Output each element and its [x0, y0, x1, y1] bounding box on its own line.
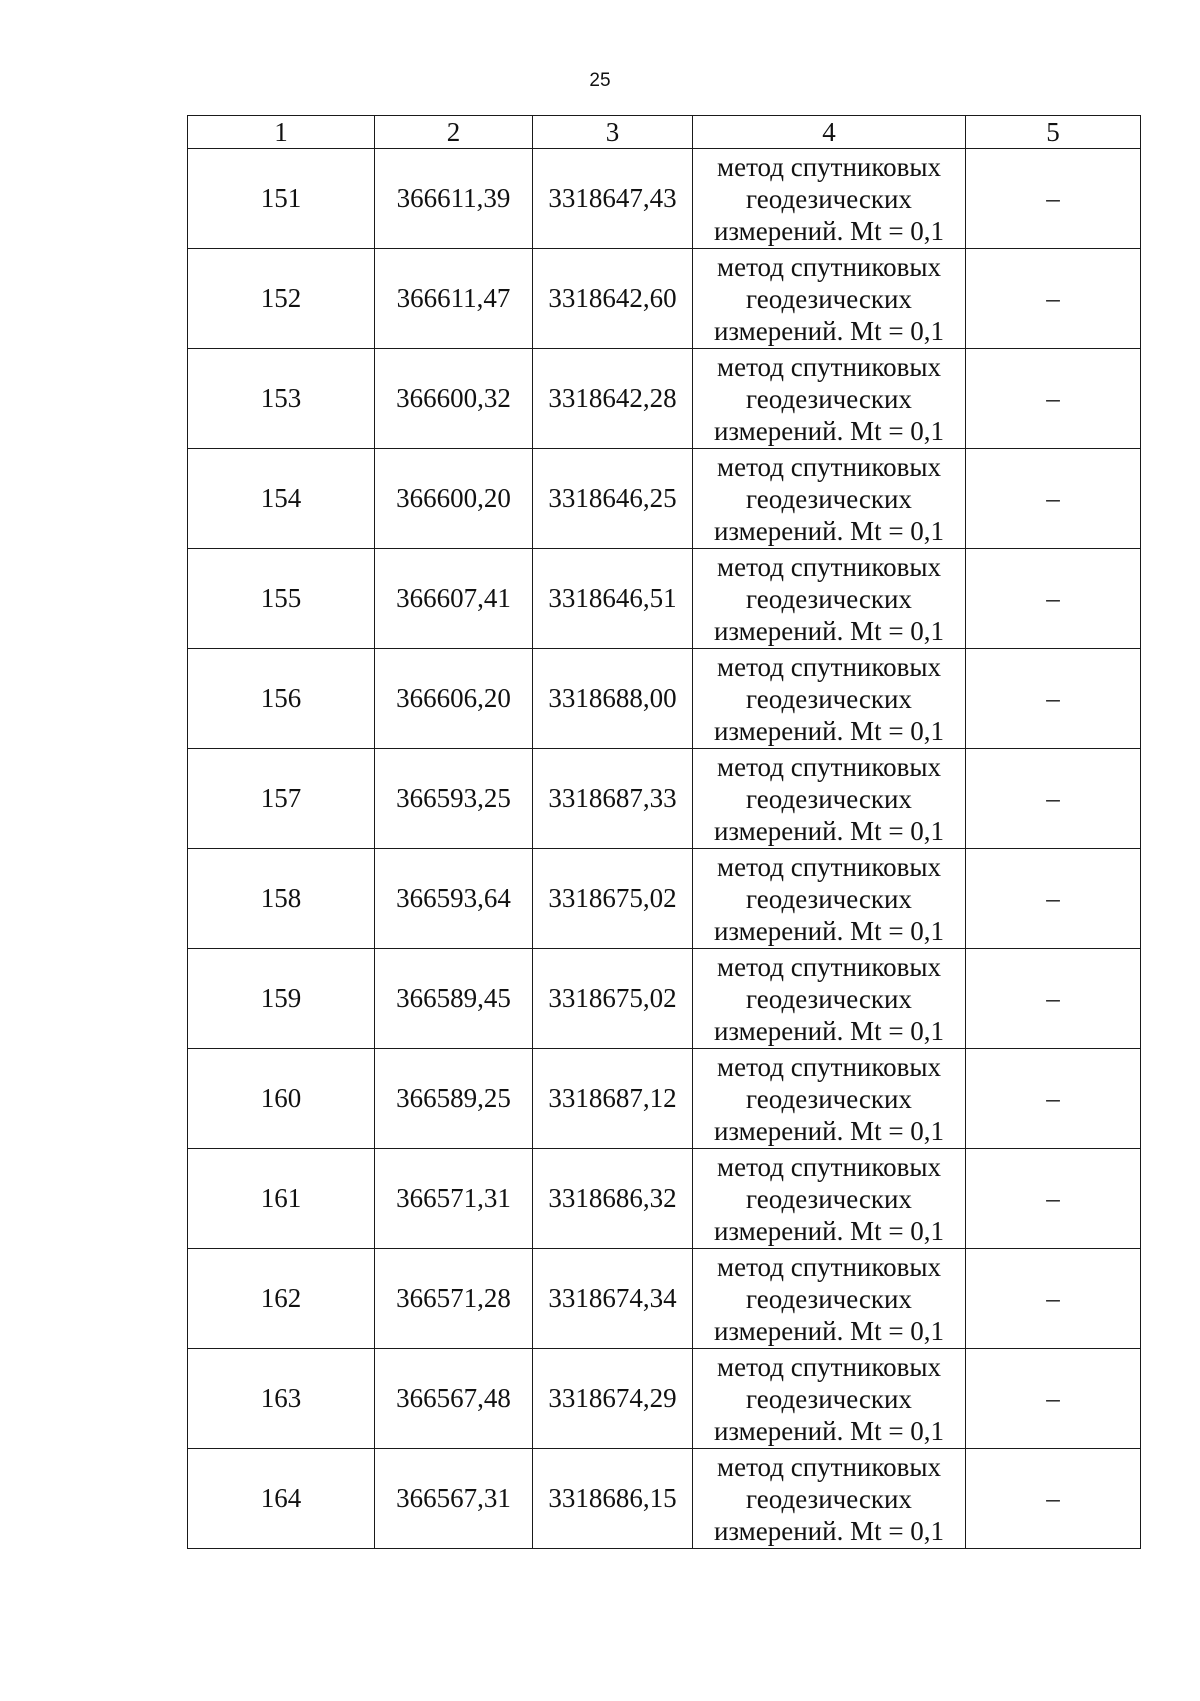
- coordinate-x: 366606,20: [375, 649, 533, 749]
- col5-value: –: [966, 349, 1141, 449]
- method-line: метод спутниковых: [717, 1451, 941, 1482]
- point-number: 153: [188, 349, 375, 449]
- col5-value: –: [966, 1349, 1141, 1449]
- table-body: [188, 149, 1141, 1549]
- coordinate-y: 3318674,34: [533, 1249, 693, 1349]
- method-line: геодезических: [746, 583, 912, 614]
- method-line: метод спутниковых: [717, 551, 941, 582]
- coordinate-y: 3318646,25: [533, 449, 693, 549]
- method-cell: [693, 849, 966, 949]
- col5-value: –: [966, 549, 1141, 649]
- col5-value: –: [966, 649, 1141, 749]
- coordinate-x: 366589,45: [375, 949, 533, 1049]
- page-number: 25: [589, 70, 611, 91]
- method-line: метод спутниковых: [717, 151, 941, 182]
- header-col-4: 4: [693, 116, 966, 149]
- method-line: геодезических: [746, 783, 912, 814]
- point-number: 157: [188, 749, 375, 849]
- method-line: геодезических: [746, 683, 912, 714]
- point-number: 161: [188, 1149, 375, 1249]
- coordinate-y: 3318642,60: [533, 249, 693, 349]
- coordinate-x: 366593,25: [375, 749, 533, 849]
- method-cell: [693, 449, 966, 549]
- method-cell: [693, 1249, 966, 1349]
- method-line: геодезических: [746, 983, 912, 1014]
- col5-value: –: [966, 949, 1141, 1049]
- method-cell: [693, 1049, 966, 1149]
- method-line: измерений. Mt = 0,1: [713, 1315, 945, 1346]
- method-line: метод спутниковых: [717, 451, 941, 482]
- col5-value: –: [966, 849, 1141, 949]
- coordinate-x: 366600,20: [375, 449, 533, 549]
- table-row: [188, 1249, 1141, 1349]
- table-row: [188, 849, 1141, 949]
- table-row: [188, 1349, 1141, 1449]
- method-cell: [693, 1449, 966, 1549]
- method-line: измерений. Mt = 0,1: [713, 715, 945, 746]
- table-row: [188, 1049, 1141, 1149]
- point-number: 158: [188, 849, 375, 949]
- coordinate-y: 3318646,51: [533, 549, 693, 649]
- table-row: [188, 249, 1141, 349]
- method-cell: [693, 149, 966, 249]
- method-line: измерений. Mt = 0,1: [713, 915, 945, 946]
- method-line: измерений. Mt = 0,1: [713, 1115, 945, 1146]
- coordinate-x: 366571,28: [375, 1249, 533, 1349]
- point-number: 151: [188, 149, 375, 249]
- coordinate-x: 366611,39: [375, 149, 533, 249]
- method-cell: [693, 649, 966, 749]
- table-row: [188, 449, 1141, 549]
- method-line: метод спутниковых: [717, 751, 941, 782]
- coordinate-y: 3318686,32: [533, 1149, 693, 1249]
- coordinate-y: 3318642,28: [533, 349, 693, 449]
- coordinate-y: 3318647,43: [533, 149, 693, 249]
- method-cell: [693, 949, 966, 1049]
- method-line: измерений. Mt = 0,1: [713, 1515, 945, 1546]
- method-line: геодезических: [746, 283, 912, 314]
- method-line: измерений. Mt = 0,1: [713, 215, 945, 246]
- method-line: геодезических: [746, 383, 912, 414]
- table-row: [188, 649, 1141, 749]
- method-line: геодезических: [746, 1283, 912, 1314]
- col5-value: –: [966, 1249, 1141, 1349]
- col5-value: –: [966, 249, 1141, 349]
- table-row: [188, 549, 1141, 649]
- header-row: [188, 116, 1141, 149]
- col5-value: –: [966, 1049, 1141, 1149]
- coordinate-x: 366607,41: [375, 549, 533, 649]
- point-number: 155: [188, 549, 375, 649]
- point-number: 156: [188, 649, 375, 749]
- method-line: метод спутниковых: [717, 1251, 941, 1282]
- method-line: геодезических: [746, 1383, 912, 1414]
- method-line: метод спутниковых: [717, 251, 941, 282]
- method-cell: [693, 1149, 966, 1249]
- coordinate-x: 366571,31: [375, 1149, 533, 1249]
- coordinate-x: 366589,25: [375, 1049, 533, 1149]
- method-line: геодезических: [746, 483, 912, 514]
- method-line: измерений. Mt = 0,1: [713, 615, 945, 646]
- table-header: [188, 116, 1141, 149]
- col5-value: –: [966, 1449, 1141, 1549]
- point-number: 159: [188, 949, 375, 1049]
- point-number: 154: [188, 449, 375, 549]
- point-number: 164: [188, 1449, 375, 1549]
- method-line: метод спутниковых: [717, 651, 941, 682]
- point-number: 162: [188, 1249, 375, 1349]
- method-line: измерений. Mt = 0,1: [713, 415, 945, 446]
- header-col-2: 2: [375, 116, 533, 149]
- coordinate-x: 366593,64: [375, 849, 533, 949]
- header-col-1: 1: [188, 116, 375, 149]
- coordinate-x: 366567,48: [375, 1349, 533, 1449]
- method-line: геодезических: [746, 883, 912, 914]
- table-row: [188, 1149, 1141, 1249]
- method-line: измерений. Mt = 0,1: [713, 1015, 945, 1046]
- point-number: 160: [188, 1049, 375, 1149]
- method-line: измерений. Mt = 0,1: [713, 815, 945, 846]
- method-line: метод спутниковых: [717, 1151, 941, 1182]
- method-line: геодезических: [746, 1083, 912, 1114]
- coordinates-table: [187, 115, 1141, 1549]
- method-cell: [693, 1349, 966, 1449]
- method-line: метод спутниковых: [717, 351, 941, 382]
- table-row: [188, 349, 1141, 449]
- method-line: измерений. Mt = 0,1: [713, 515, 945, 546]
- method-line: метод спутниковых: [717, 851, 941, 882]
- method-line: измерений. Mt = 0,1: [713, 315, 945, 346]
- method-line: геодезических: [746, 1483, 912, 1514]
- table-row: [188, 149, 1141, 249]
- point-number: 152: [188, 249, 375, 349]
- method-line: измерений. Mt = 0,1: [713, 1415, 945, 1446]
- coordinate-x: 366567,31: [375, 1449, 533, 1549]
- method-line: метод спутниковых: [717, 1051, 941, 1082]
- coordinate-x: 366611,47: [375, 249, 533, 349]
- table-row: [188, 949, 1141, 1049]
- method-line: геодезических: [746, 1183, 912, 1214]
- method-cell: [693, 749, 966, 849]
- method-line: геодезических: [746, 183, 912, 214]
- coordinate-y: 3318686,15: [533, 1449, 693, 1549]
- table-row: [188, 1449, 1141, 1549]
- coordinate-y: 3318687,12: [533, 1049, 693, 1149]
- coordinate-y: 3318674,29: [533, 1349, 693, 1449]
- col5-value: –: [966, 1149, 1141, 1249]
- col5-value: –: [966, 449, 1141, 549]
- point-number: 163: [188, 1349, 375, 1449]
- col5-value: –: [966, 749, 1141, 849]
- table-row: [188, 749, 1141, 849]
- method-cell: [693, 349, 966, 449]
- coordinate-x: 366600,32: [375, 349, 533, 449]
- method-cell: [693, 249, 966, 349]
- coordinate-y: 3318687,33: [533, 749, 693, 849]
- method-line: метод спутниковых: [717, 1351, 941, 1382]
- coordinate-y: 3318688,00: [533, 649, 693, 749]
- col5-value: –: [966, 149, 1141, 249]
- method-line: измерений. Mt = 0,1: [713, 1215, 945, 1246]
- coordinate-y: 3318675,02: [533, 849, 693, 949]
- coordinate-y: 3318675,02: [533, 949, 693, 1049]
- method-cell: [693, 549, 966, 649]
- method-line: метод спутниковых: [717, 951, 941, 982]
- header-col-5: 5: [966, 116, 1141, 149]
- header-col-3: 3: [533, 116, 693, 149]
